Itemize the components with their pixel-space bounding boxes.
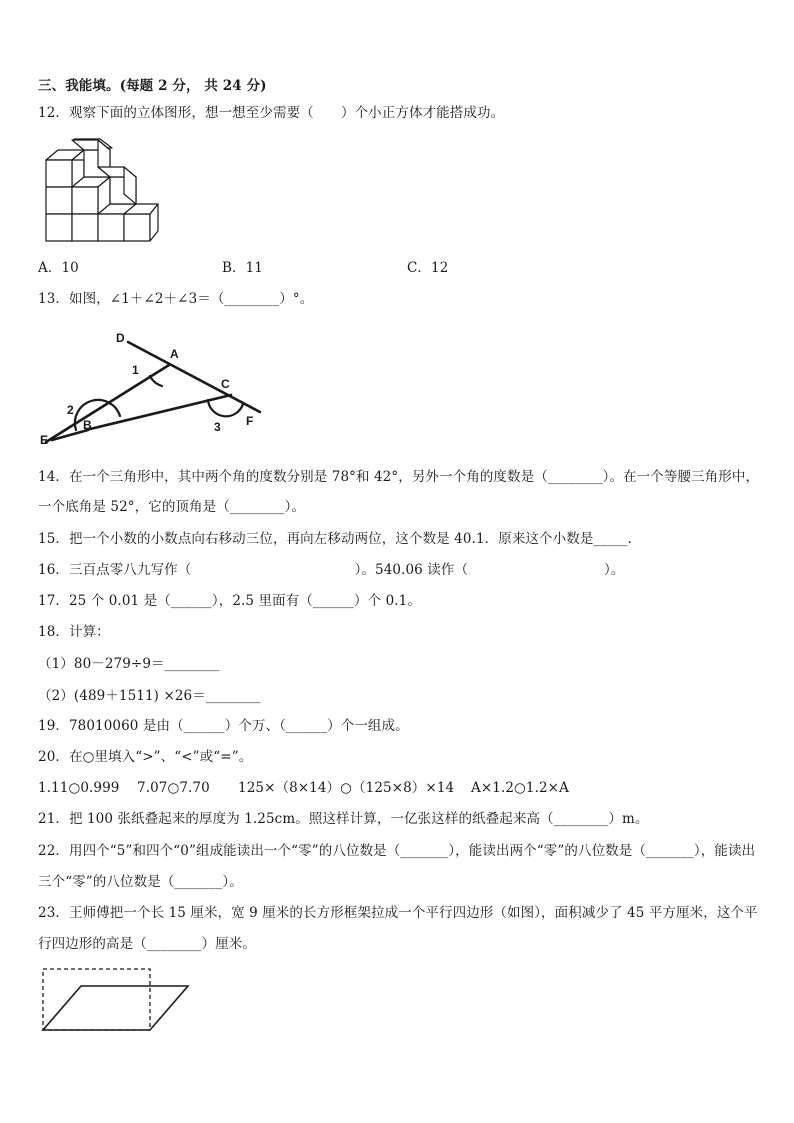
label-E: E bbox=[40, 433, 49, 447]
compare-3: 125×（8×14）○（125×8）×14 bbox=[238, 780, 455, 796]
question-16-text: 16．三百点零八九写作（ ）。540.06 读作（ ）。 bbox=[38, 562, 625, 578]
question-22-line1: 22．用四个“5”和四个“0”组成能读出一个“零”的八位数是（_______），能读出两个“零”的八位数是（_______），能读出 bbox=[38, 843, 756, 859]
section-title: 三、我能填。(每题 2 分， 共 24 分) bbox=[38, 78, 267, 94]
label-A: A bbox=[170, 347, 179, 361]
label-angle-1: 1 bbox=[132, 363, 139, 377]
question-18-title: 18．计算： bbox=[38, 624, 110, 640]
label-B: B bbox=[83, 418, 92, 432]
compare-1: 1.11○0.999 bbox=[38, 780, 120, 796]
question-14-line2: 一个底角是 52°，它的顶角是（________）。 bbox=[38, 499, 306, 515]
question-17-text: 17．25 个 0.01 是（______），2.5 里面有（______）个 0.1。 bbox=[38, 593, 421, 609]
compare-2: 7.07○7.70 bbox=[137, 780, 210, 796]
option-c: C．12 bbox=[407, 260, 449, 276]
question-21-text: 21．把 100 张纸叠起来的厚度为 1.25cm。照这样计算，一亿张这样的纸叠起来高（________）m。 bbox=[38, 811, 649, 827]
question-18-item2: （2）(489＋1511) ×26＝________ bbox=[38, 688, 261, 704]
question-18-item1: （1）80－279÷9＝________ bbox=[38, 656, 220, 672]
question-23-line1: 23．王师傅把一个长 15 厘米，宽 9 厘米的长方形框架拉成一个平行四边形（如图），面积减少了 45 平方厘米，这个平 bbox=[38, 905, 758, 921]
question-22-line2: 三个“零”的八位数是（_______）。 bbox=[38, 874, 243, 890]
question-12-text: 12．观察下面的立体图形，想一想至少需要（ ）个小正方体才能搭成功。 bbox=[38, 105, 505, 121]
question-15-text: 15．把一个小数的小数点向右移动三位，再向左移动两位，这个数是 40.1．原来这个小数是_____． bbox=[38, 531, 642, 547]
cube-stack-figure bbox=[44, 138, 160, 244]
option-b: B．11 bbox=[222, 260, 263, 276]
question-20-title: 20．在○里填入“>”、“<”或“=”。 bbox=[38, 749, 253, 765]
label-F: F bbox=[246, 414, 254, 428]
compare-4: A×1.2○1.2×A bbox=[471, 780, 569, 796]
question-13-text: 13．如图，∠1＋∠2＋∠3＝（________）°。 bbox=[38, 291, 314, 307]
question-14-line1: 14．在一个三角形中，其中两个角的度数分别是 78°和 42°，另外一个角的度数是（________）。在一个等腰三角形中， bbox=[38, 469, 760, 485]
label-D: D bbox=[116, 331, 125, 345]
question-23-line2: 行四边形的高是（________）厘米。 bbox=[38, 936, 256, 952]
label-angle-2: 2 bbox=[67, 403, 74, 417]
parallelogram-figure bbox=[40, 968, 192, 1032]
angle-figure bbox=[38, 328, 270, 448]
label-C: C bbox=[221, 377, 230, 391]
label-angle-3: 3 bbox=[214, 420, 221, 434]
option-a: A．10 bbox=[38, 260, 79, 276]
question-19-text: 19．78010060 是由（______）个万、（______）个一组成。 bbox=[38, 718, 409, 734]
